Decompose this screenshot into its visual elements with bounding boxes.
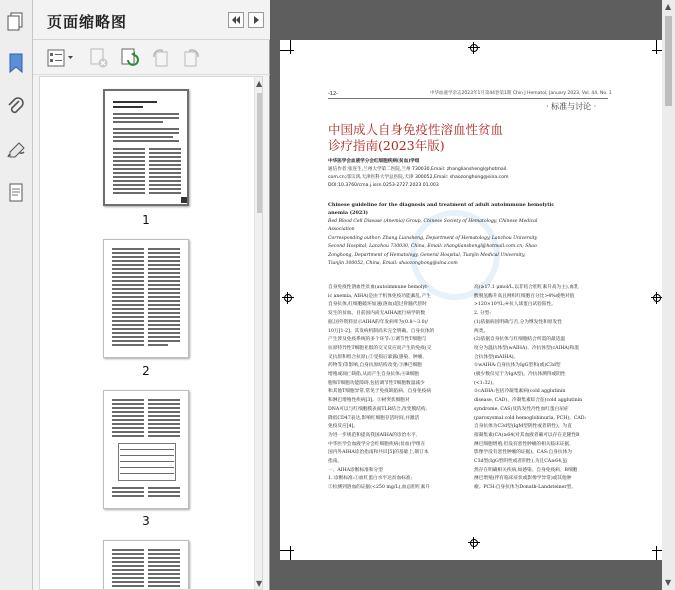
- delete-page-icon: [89, 48, 109, 68]
- text-line: 胞和T细胞功能障碍,包括调节性T细胞数量减少: [328, 380, 425, 386]
- thumbnail-panel: [33, 0, 270, 590]
- text-line: Second Hospital, Lanzhou 730030, China, Email: zhanglianshengl@hotmail.com.cn; Shao: [328, 244, 537, 250]
- english-title: Chinese guideline for the diagnosis and treatment of adult autoimmune hemolytic: [328, 202, 555, 208]
- text-line: ②检测到溶血的证据(<250 mg/L),血总胆红素升: [328, 485, 430, 491]
- registration-mark: [468, 42, 480, 54]
- layers-icon[interactable]: [4, 180, 28, 206]
- text-line: 10万[1-2]。其发病机制尚未完全明确。自身抗体的: [328, 328, 435, 334]
- text-line: 影像学没有恶性肿瘤的证据)。CAS:自身抗体为: [474, 450, 572, 456]
- text-line: 2. 分型:: [474, 311, 491, 317]
- text-line: >120×10⁹/L;④抗人球蛋白试验阳性。: [474, 302, 556, 308]
- page-thumbnails-icon[interactable]: [4, 8, 28, 34]
- text-line: ①wAIHA:自身抗体为IgG型和(或)C3d型: [474, 363, 561, 369]
- panel-menu-button[interactable]: [248, 12, 264, 28]
- thumbnail-label: 2: [142, 364, 150, 378]
- journal-header: 中华血液学杂志2023年1月第44卷第1期 Chin J Hematol, January 2023, Vol. 44, No. 1: [430, 91, 612, 96]
- doi: DOI:10.3760/cma.j.issn.0253-2727.2023.01.003: [328, 183, 439, 188]
- text-line: (2)依据自身抗体与红细胞结合所需的最适温: [474, 337, 566, 343]
- text-line: 国内外AIHA诊治指南和共识[5]的基础上,制订本: [328, 450, 429, 456]
- registration-mark: [468, 537, 480, 549]
- text-line: 度分为温抗体型(wAIHA)、冷抗体型(cAIHA)和混: [474, 345, 579, 351]
- options-menu-button[interactable]: [47, 48, 75, 68]
- thumbnail-toolbar: [33, 41, 270, 75]
- text-line: Red Blood Cell Disease (Anemia) Group, Chinese Society of Hematology, Chinese Medical: [328, 219, 538, 224]
- text-line: C3d型(IgG型阴性或者阴性),为且CA≥64,虽: [474, 459, 568, 464]
- header-rule: [328, 98, 608, 99]
- text-line: ic anemia, AIHA)是由于机体免疫功能紊乱,产生: [328, 293, 431, 299]
- thumbnail-page-3[interactable]: [103, 390, 189, 509]
- text-line: 药物等)等影响,自身抗原结构改变;③淋巴细胞: [328, 363, 422, 369]
- text-line: 为进一步规范和提高我国AIHA的诊治水平,: [328, 432, 418, 438]
- text-line: 瘤。PCH:自身抗体为Donath-Landsteiner型。: [474, 485, 576, 491]
- text-line: 淋巴细胞增殖,但没有恶性肿瘤的相关临床证据,: [474, 441, 571, 447]
- contact-line: 通信作者:张连生,兰州大学第二医院,兰州 730030,Email: zhanglianshengl@hotmail.: [328, 167, 508, 172]
- text-line: 和其他T细胞异常,常见于免疫缺陷病、自身免疫病: [328, 389, 432, 395]
- scroll-down-arrow-icon[interactable]: ▼: [256, 579, 263, 588]
- text-line: 自身抗体为C3d型(IgM型阴性或者阴性)。为直: [474, 424, 572, 430]
- scroll-up-arrow-icon[interactable]: ▲: [256, 79, 263, 88]
- author-group: 中华医学会血液学分会红细胞疾病(贫血)学组: [328, 159, 420, 164]
- text-line: 抗原特异性T细胞亚群的交叉反应而产生的免疫(交: [328, 345, 432, 351]
- tool-rail: [0, 0, 33, 590]
- article-title: 中国成人自身免疫性溶血性贫血: [328, 122, 504, 137]
- scroll-down-arrow-icon[interactable]: ▼: [665, 578, 672, 587]
- text-line: 和淋巴增殖性疾病[3]。⑤树突状细胞对: [328, 398, 410, 404]
- text-line: 中华医学会血液学分会红细胞疾病(贫血)学组在: [328, 441, 426, 447]
- contact-line: com.cn;邵宗鸿,天津医科大学总医院,天津 300052,Email: shaozonghong@sina.com: [328, 175, 509, 180]
- text-line: 两类。: [474, 328, 489, 334]
- list-options-icon: [47, 49, 75, 67]
- scrollbar-thumb[interactable]: [665, 16, 672, 106]
- text-line: 据,国外资料显示AIHA的年发病率为(0.8～3.0)/: [328, 319, 428, 325]
- panel-title: 页面缩略图: [47, 13, 128, 31]
- registration-mark: [282, 292, 294, 304]
- attachment-icon[interactable]: [4, 94, 28, 120]
- article-title-line2: 诊疗指南(2023年版): [328, 138, 445, 153]
- english-title-line2: anemia (2023): [328, 210, 368, 216]
- thumbnail-page-1[interactable]: [103, 89, 189, 206]
- text-line: 叉抗原和组合抗原);②受损后暴露(感染、肿瘤、: [328, 354, 427, 360]
- text-line: 发生的贫血。目前国内尚无AIHA流行病学的数: [328, 311, 426, 317]
- text-line: DNA可以与红细胞膜表面TLR结合,改变膜结构,: [328, 406, 427, 412]
- insert-page-icon: [120, 48, 140, 68]
- collapse-panel-button[interactable]: [228, 12, 244, 28]
- thumbnail-list[interactable]: [39, 76, 263, 590]
- text-line: 产生涉及免疫系统的多个环节:①调节性T细胞与: [328, 337, 427, 343]
- insert-page-button[interactable]: [120, 48, 140, 68]
- text-line: 增殖或凋亡缺陷,从而产生自身抗体;④B细胞: [328, 372, 419, 377]
- text-line: (极少数仅见于为IgA型)。冷抗体测得或阴性: [474, 372, 566, 377]
- delete-page-button[interactable]: [89, 48, 109, 68]
- text-line: 合抗体型(mAIHA)。: [474, 354, 519, 360]
- scroll-up-arrow-icon[interactable]: ▲: [665, 2, 672, 11]
- panel-header: [33, 0, 270, 40]
- text-line: disease, CAD)、冷凝集素综合征(cold agglutinin: [474, 398, 583, 404]
- document-scrollbar[interactable]: [662, 0, 675, 590]
- scrollbar-thumb[interactable]: [257, 93, 263, 213]
- text-line: 酸脱氢酶升高且网织红细胞百分比>4%或绝对值: [474, 293, 575, 299]
- text-line: 接凝集素(CA)≥64(对其血液者确可以存在克隆性B: [474, 432, 580, 438]
- rotate-left-button[interactable]: [151, 48, 171, 68]
- text-line: (paroxysmal cold hemoglobinuria, PCH)。CAD:: [474, 415, 587, 421]
- text-line: 淋巴增殖(伴有临床症状或影像学异常)或其他肿: [474, 476, 572, 482]
- bookmark-icon[interactable]: [4, 50, 28, 76]
- text-line: 自身抗体,红细胞破坏加速(溶血)超过骨髓代偿时: [328, 302, 427, 308]
- signature-icon[interactable]: [4, 138, 28, 164]
- text-line: (1)依据病因明确与否,分为继发性和原发性: [474, 319, 562, 325]
- rotate-left-icon: [151, 48, 171, 68]
- thumbnail-label: 3: [142, 514, 150, 528]
- text-line: Corresponding author: Zhang Liansheng, Department of Hematology, Lanzhou University: [328, 235, 538, 241]
- text-line: 一、AIHA诊断标准和分型: [328, 467, 383, 473]
- pdf-page: [280, 40, 666, 560]
- thumbnail-page-4[interactable]: [103, 540, 189, 590]
- text-line: Tianjin 300052, China, Email: shaozonghong@sina.com: [328, 261, 458, 266]
- text-line: 高(≥17.1 μmol/L,以非结合胆红素升高为主),血乳: [474, 285, 579, 290]
- text-line: Zonghong, Department of Hematology, General Hospital, Tianjin Medical University,: [328, 252, 526, 258]
- text-line: ②cAIHA:包括冷凝集素病(cold agglutinin: [474, 389, 566, 395]
- text-line: 自身免疫性溶血性贫血(autoimmune hemolyt-: [328, 285, 429, 290]
- double-chevron-left-icon: [231, 16, 241, 24]
- text-line: (<1:32)。: [474, 380, 497, 386]
- text-line: 指南。: [328, 459, 343, 464]
- document-view[interactable]: [271, 0, 675, 590]
- thumbnail-label: 1: [142, 213, 150, 227]
- text-line: Association: [328, 227, 355, 233]
- section-tag: · 标准与讨论 ·: [546, 102, 597, 111]
- chevron-right-icon: [252, 16, 260, 24]
- rotate-right-button[interactable]: [181, 48, 201, 68]
- text-line: 然存在明确相关疾病,如感染、自身免疫病、B细胞: [474, 467, 578, 473]
- text-line: 免疫反应[4]。: [328, 424, 359, 430]
- rotate-right-icon: [181, 48, 201, 68]
- thumbnail-scrollbar[interactable]: [254, 77, 263, 590]
- page-number: -12-: [328, 91, 338, 97]
- text-line: 1. 诊断标准:①血红蛋白水平达贫血标准;: [328, 476, 413, 482]
- thumbnail-page-2[interactable]: [103, 239, 189, 358]
- text-line: 降低CD47表达,影响红细胞存活时间,并激活: [328, 415, 420, 421]
- text-line: syndrome, CAS)及阵发性冷性血红蛋白尿症: [474, 406, 569, 412]
